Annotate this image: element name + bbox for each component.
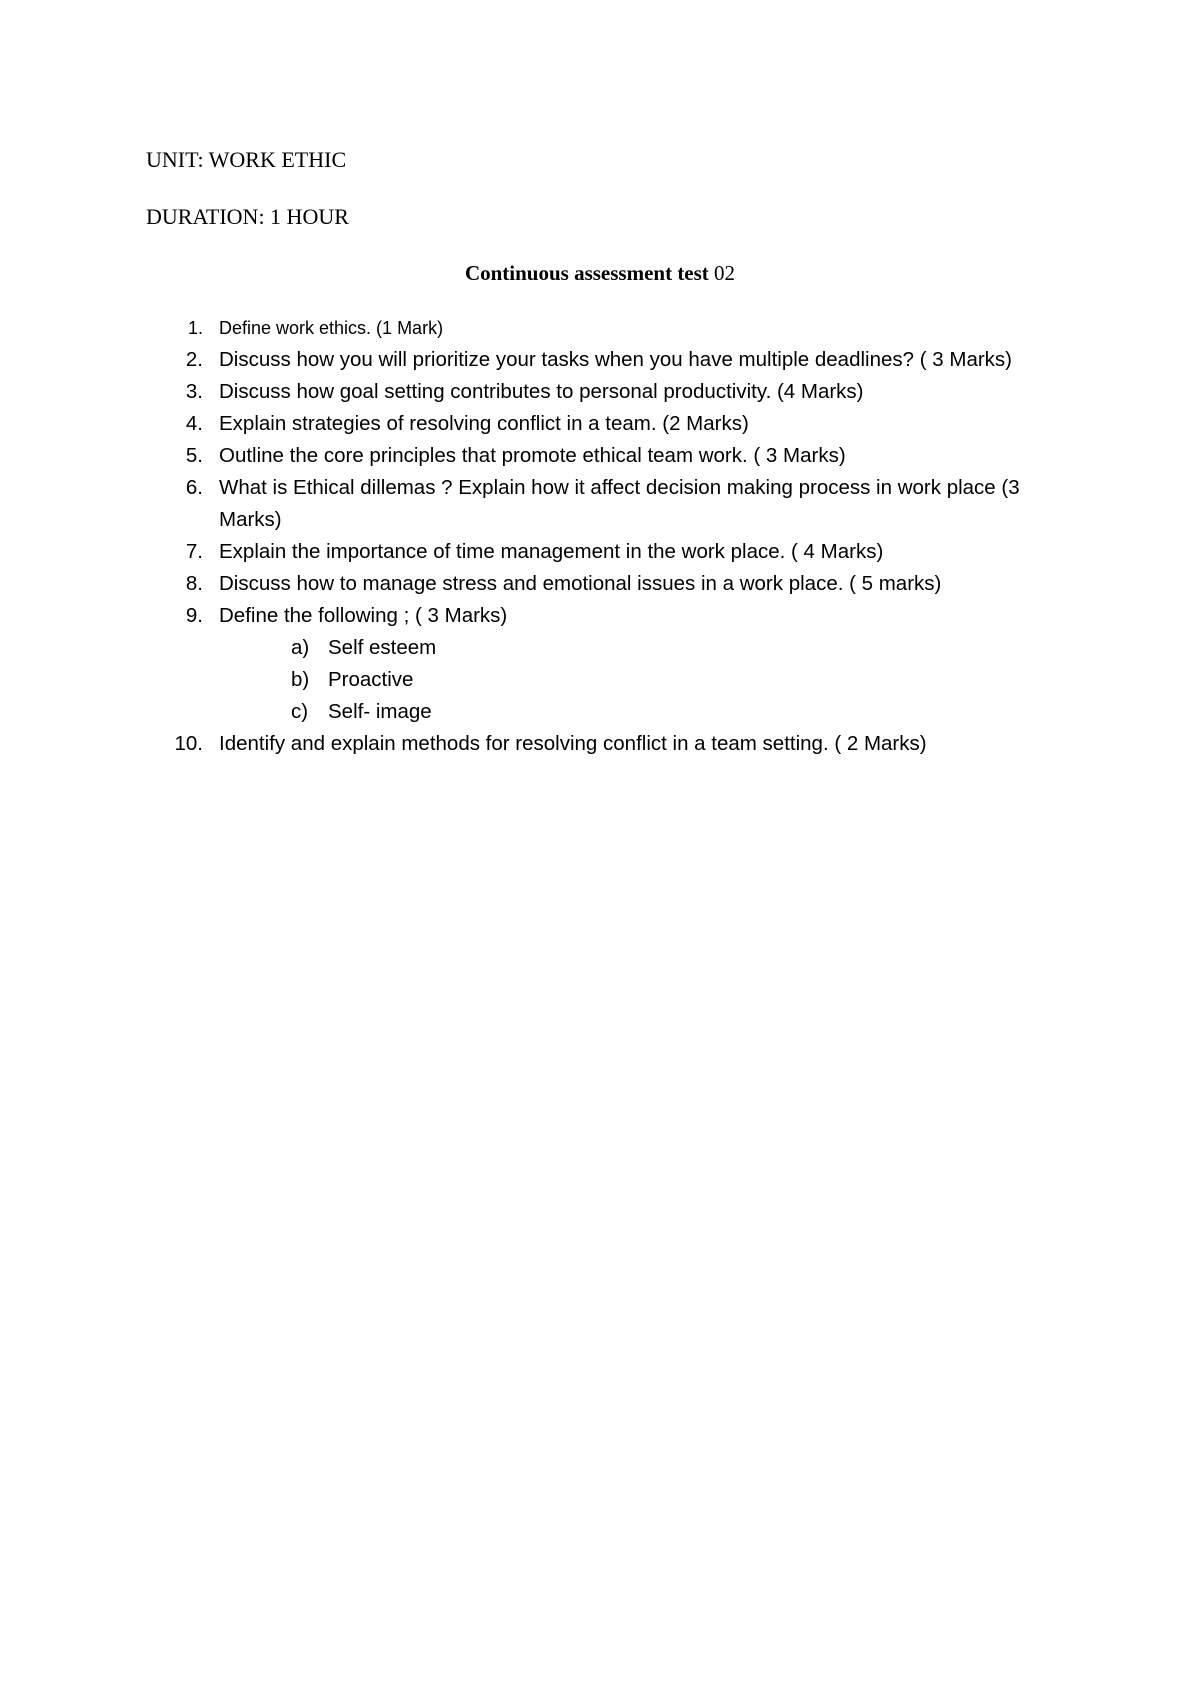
question-9 xyxy=(0,600,1079,728)
question-4 xyxy=(0,408,1079,440)
sub-item-a xyxy=(0,632,1079,664)
question-number: 6. xyxy=(185,476,203,499)
question-text: Identify and explain methods for resolving conflict in a team setting. ( 2 Marks) xyxy=(219,732,927,755)
question-text: Explain strategies of resolving conflict in a team. (2 Marks) xyxy=(219,412,749,435)
question-number: 10. xyxy=(174,732,203,755)
question-3 xyxy=(0,376,1079,408)
sub-item-letter: a) xyxy=(291,636,310,659)
question-text: Define work ethics. (1 Mark) xyxy=(219,318,444,338)
sub-item-list xyxy=(219,632,1079,728)
question-number: 5. xyxy=(185,444,203,467)
sub-item-c xyxy=(0,696,1079,728)
question-text: What is Ethical dillemas ? Explain how it affect decision making process in work place (3 Marks) xyxy=(219,476,1020,531)
question-number: 2. xyxy=(185,348,203,371)
question-2 xyxy=(0,344,1079,376)
question-list xyxy=(0,312,1200,760)
duration-heading: DURATION: 1 HOUR xyxy=(146,204,349,229)
question-number: 4. xyxy=(185,412,203,435)
sub-item-b xyxy=(0,664,1079,696)
question-text: Discuss how to manage stress and emotional issues in a work place. ( 5 marks) xyxy=(219,572,942,595)
question-6 xyxy=(0,472,1079,536)
test-title-label: Continuous assessment test xyxy=(464,261,709,285)
question-text: Discuss how goal setting contributes to personal productivity. (4 Marks) xyxy=(219,380,864,403)
sub-item-text: Self esteem xyxy=(328,636,437,659)
question-number: 8. xyxy=(185,572,203,595)
question-number: 3. xyxy=(185,380,203,403)
question-text: Explain the importance of time management in the work place. ( 4 Marks) xyxy=(219,540,884,563)
unit-heading: UNIT: WORK ETHIC xyxy=(146,147,347,172)
question-8 xyxy=(0,568,1079,600)
test-title xyxy=(0,258,1200,288)
question-number: 1. xyxy=(187,318,203,338)
question-5 xyxy=(0,440,1079,472)
question-1 xyxy=(0,312,1079,344)
question-text: Outline the core principles that promote ethical team work. ( 3 Marks) xyxy=(219,444,846,467)
sub-item-letter: b) xyxy=(291,668,310,691)
question-number: 7. xyxy=(185,540,203,563)
question-text: Discuss how you will prioritize your tasks when you have multiple deadlines? ( 3 Marks) xyxy=(219,348,1012,371)
test-title-number: 02 xyxy=(714,261,736,285)
question-7 xyxy=(0,536,1079,568)
question-number: 9. xyxy=(185,604,203,627)
question-text: Define the following ; ( 3 Marks) xyxy=(219,604,508,627)
sub-item-text: Self- image xyxy=(328,700,432,723)
question-10 xyxy=(0,728,1079,760)
sub-item-letter: c) xyxy=(291,700,309,723)
sub-item-text: Proactive xyxy=(328,668,414,691)
